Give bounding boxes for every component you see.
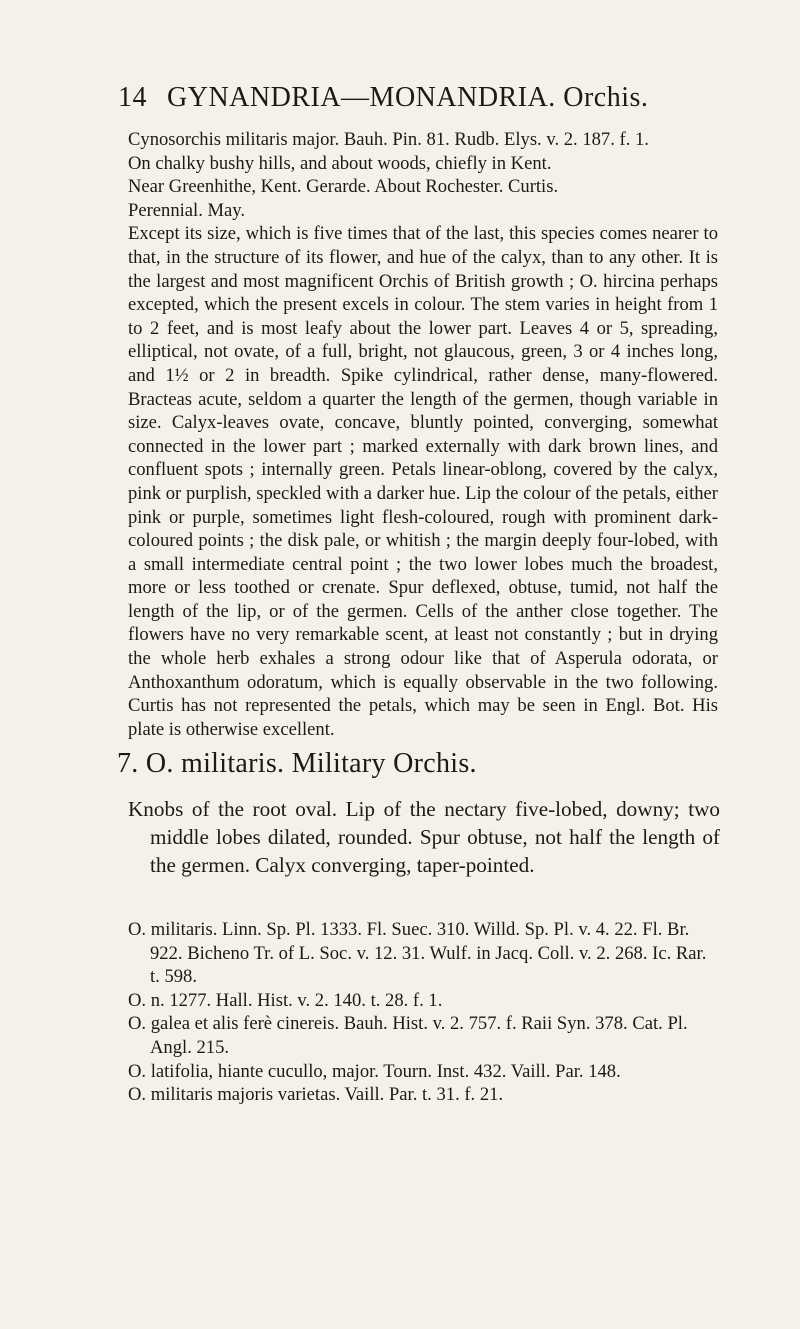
- reference-list: [128, 918, 720, 1107]
- species-description-text: Knobs of the root oval. Lip of the nectary five-lobed, downy; two middle lobes dilated, rounded. Spur obtuse, not half the length of the germen. Calyx converging, taper-pointed.: [128, 797, 720, 878]
- reference-item: O. latifolia, hiante cucullo, major. Tourn. Inst. 432. Vaill. Par. 148.: [128, 1060, 621, 1082]
- description-paragraph: Except its size, which is five times that of the last, this species comes nearer to that, in the structure of its flower, and hue of the calyx, than to any other. It is the largest and most magnificent Orchis of British growth ; O. hircina perhaps excepted, which the present excels in colour. The stem varies in height from 1 to 2 feet, and is most leafy about the lower part. Leaves 4 or 5, spreading, elliptical, not ovate, of a full, bright, not glaucous, green, 3 or 4 inches long, and 1½ or 2 in breadth. Spike cylindrical, rather dense, many-flowered. Bracteas acute, seldom a quarter the length of the germen, though variable in size. Calyx-leaves ovate, concave, bluntly pointed, converging, somewhat connected in the lower part ; marked externally with dark brown lines, and confluent spots ; internally green. Petals linear-oblong, covered by the calyx, pink or purplish, speckled with a darker hue. Lip the colour of the petals, either pink or purple, sometimes light flesh-coloured, rough with prominent dark-coloured points ; the disk pale, or whitish ; the margin deeply four-lobed, with a small intermediate central point ; the two lower lobes much the broadest, more or less toothed or crenate. Spur deflexed, obtuse, tumid, not half the length of the lip, or of the germen. Cells of the anther close together. The flowers have no very remarkable scent, at least not constantly ; but in drying the whole herb exhales a strong odour like that of Asperula odorata, or Anthoxanthum odoratum, which is equally observable in the two following. Curtis has not represented the petals, which may be seen in Engl. Bot. His plate is otherwise excellent.: [128, 223, 718, 740]
- reference-item: O. n. 1277. Hall. Hist. v. 2. 140. t. 28. f. 1.: [128, 989, 443, 1011]
- page-number: 14: [118, 82, 147, 113]
- species-description: [128, 795, 720, 880]
- localities-line: Near Greenhithe, Kent. Gerarde. About Rochester. Curtis.: [128, 176, 559, 198]
- species-heading: 7. O. militaris. Military Orchis.: [117, 748, 477, 779]
- synonym-line: Cynosorchis militaris major. Bauh. Pin. 81. Rudb. Elys. v. 2. 187. f. 1.: [128, 129, 649, 150]
- header-title: GYNANDRIA—MONANDRIA. Orchis.: [167, 82, 649, 113]
- reference-item: O. militaris. Linn. Sp. Pl. 1333. Fl. Suec. 310. Willd. Sp. Pl. v. 4. 22. Fl. Br. 922. Bicheno Tr. of L. Soc. v. 12. 31. Wulf. in Jacq. Coll. v. 2. 268. Ic. Rar. t. 598.: [128, 919, 707, 988]
- duration-line: Perennial. May.: [128, 199, 246, 221]
- preceding-species-text: [128, 128, 718, 741]
- reference-item: O. militaris majoris varietas. Vaill. Par. t. 31. f. 21.: [128, 1084, 504, 1106]
- habitat-line: On chalky bushy hills, and about woods, chiefly in Kent.: [128, 152, 552, 174]
- reference-item: O. galea et alis ferè cinereis. Bauh. Hist. v. 2. 757. f. Raii Syn. 378. Cat. Pl. Angl. 215.: [128, 1013, 688, 1058]
- running-header: [118, 82, 648, 114]
